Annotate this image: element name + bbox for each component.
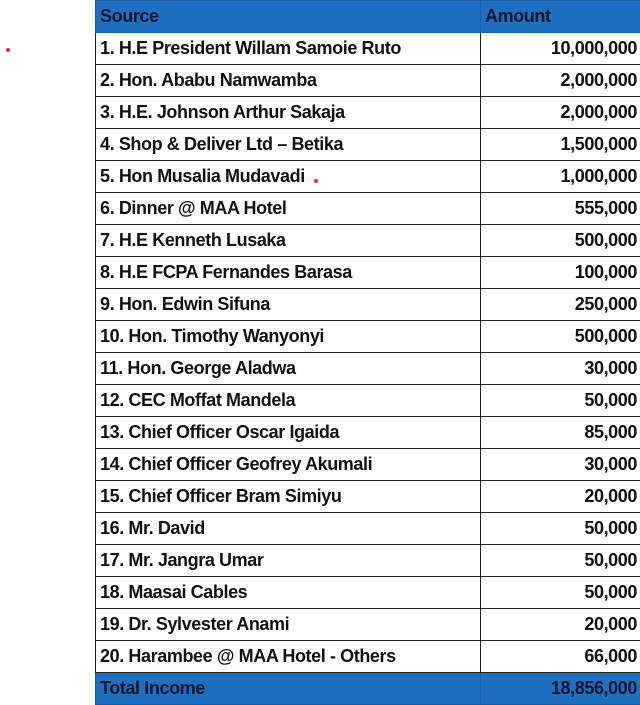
amount-cell: 2,000,000 bbox=[481, 97, 640, 129]
table-row bbox=[96, 513, 640, 545]
source-cell: 13. Chief Officer Oscar Igaida bbox=[96, 417, 481, 449]
total-amount: 18,856,000 bbox=[481, 673, 640, 705]
table-row bbox=[96, 353, 640, 385]
amount-cell: 20,000 bbox=[481, 481, 640, 513]
table-row bbox=[96, 193, 640, 225]
table-row bbox=[96, 609, 640, 641]
amount-cell: 250,000 bbox=[481, 289, 640, 321]
table-row bbox=[96, 577, 640, 609]
source-cell: 20. Harambee @ MAA Hotel - Others bbox=[96, 641, 481, 673]
source-cell: 19. Dr. Sylvester Anami bbox=[96, 609, 481, 641]
amount-column-header: Amount bbox=[481, 1, 640, 33]
source-cell: 15. Chief Officer Bram Simiyu bbox=[96, 481, 481, 513]
table-row bbox=[96, 481, 640, 513]
source-cell: 5. Hon Musalia Mudavadi bbox=[96, 161, 481, 193]
table-row bbox=[96, 33, 640, 65]
source-cell: 8. H.E FCPA Fernandes Barasa bbox=[96, 257, 481, 289]
income-table bbox=[95, 0, 640, 705]
amount-cell: 100,000 bbox=[481, 257, 640, 289]
amount-cell: 66,000 bbox=[481, 641, 640, 673]
amount-cell: 50,000 bbox=[481, 545, 640, 577]
source-cell: 11. Hon. George Aladwa bbox=[96, 353, 481, 385]
amount-cell: 50,000 bbox=[481, 577, 640, 609]
amount-cell: 500,000 bbox=[481, 225, 640, 257]
source-cell: 18. Maasai Cables bbox=[96, 577, 481, 609]
table-row bbox=[96, 97, 640, 129]
table-row bbox=[96, 385, 640, 417]
amount-cell: 2,000,000 bbox=[481, 65, 640, 97]
source-cell: 4. Shop & Deliver Ltd – Betika bbox=[96, 129, 481, 161]
amount-cell: 30,000 bbox=[481, 353, 640, 385]
source-cell: 6. Dinner @ MAA Hotel bbox=[96, 193, 481, 225]
total-label: Total Income bbox=[96, 673, 481, 705]
amount-cell: 85,000 bbox=[481, 417, 640, 449]
red-dot-marker bbox=[314, 179, 318, 183]
table-row bbox=[96, 161, 640, 193]
table-row bbox=[96, 321, 640, 353]
table-row bbox=[96, 641, 640, 673]
table-row bbox=[96, 129, 640, 161]
source-cell: 16. Mr. David bbox=[96, 513, 481, 545]
amount-cell: 50,000 bbox=[481, 513, 640, 545]
source-cell: 1. H.E President Willam Samoie Ruto bbox=[96, 33, 481, 65]
table-row bbox=[96, 257, 640, 289]
table-row bbox=[96, 289, 640, 321]
amount-cell: 1,000,000 bbox=[481, 161, 640, 193]
source-cell: 10. Hon. Timothy Wanyonyi bbox=[96, 321, 481, 353]
source-column-header: Source bbox=[96, 1, 481, 33]
amount-cell: 20,000 bbox=[481, 609, 640, 641]
source-cell: 7. H.E Kenneth Lusaka bbox=[96, 225, 481, 257]
source-cell: 2. Hon. Ababu Namwamba bbox=[96, 65, 481, 97]
amount-cell: 50,000 bbox=[481, 385, 640, 417]
source-cell: 3. H.E. Johnson Arthur Sakaja bbox=[96, 97, 481, 129]
amount-cell: 1,500,000 bbox=[481, 129, 640, 161]
table-row bbox=[96, 417, 640, 449]
amount-cell: 555,000 bbox=[481, 193, 640, 225]
table-row bbox=[96, 449, 640, 481]
source-cell: 12. CEC Moffat Mandela bbox=[96, 385, 481, 417]
amount-cell: 10,000,000 bbox=[481, 33, 640, 65]
amount-cell: 30,000 bbox=[481, 449, 640, 481]
source-cell: 14. Chief Officer Geofrey Akumali bbox=[96, 449, 481, 481]
table-row bbox=[96, 545, 640, 577]
source-cell: 17. Mr. Jangra Umar bbox=[96, 545, 481, 577]
red-dot-marker bbox=[6, 48, 10, 52]
table-header-row bbox=[96, 1, 640, 33]
table-row bbox=[96, 225, 640, 257]
source-cell: 9. Hon. Edwin Sifuna bbox=[96, 289, 481, 321]
table-row bbox=[96, 65, 640, 97]
income-table-container bbox=[95, 0, 640, 705]
amount-cell: 500,000 bbox=[481, 321, 640, 353]
